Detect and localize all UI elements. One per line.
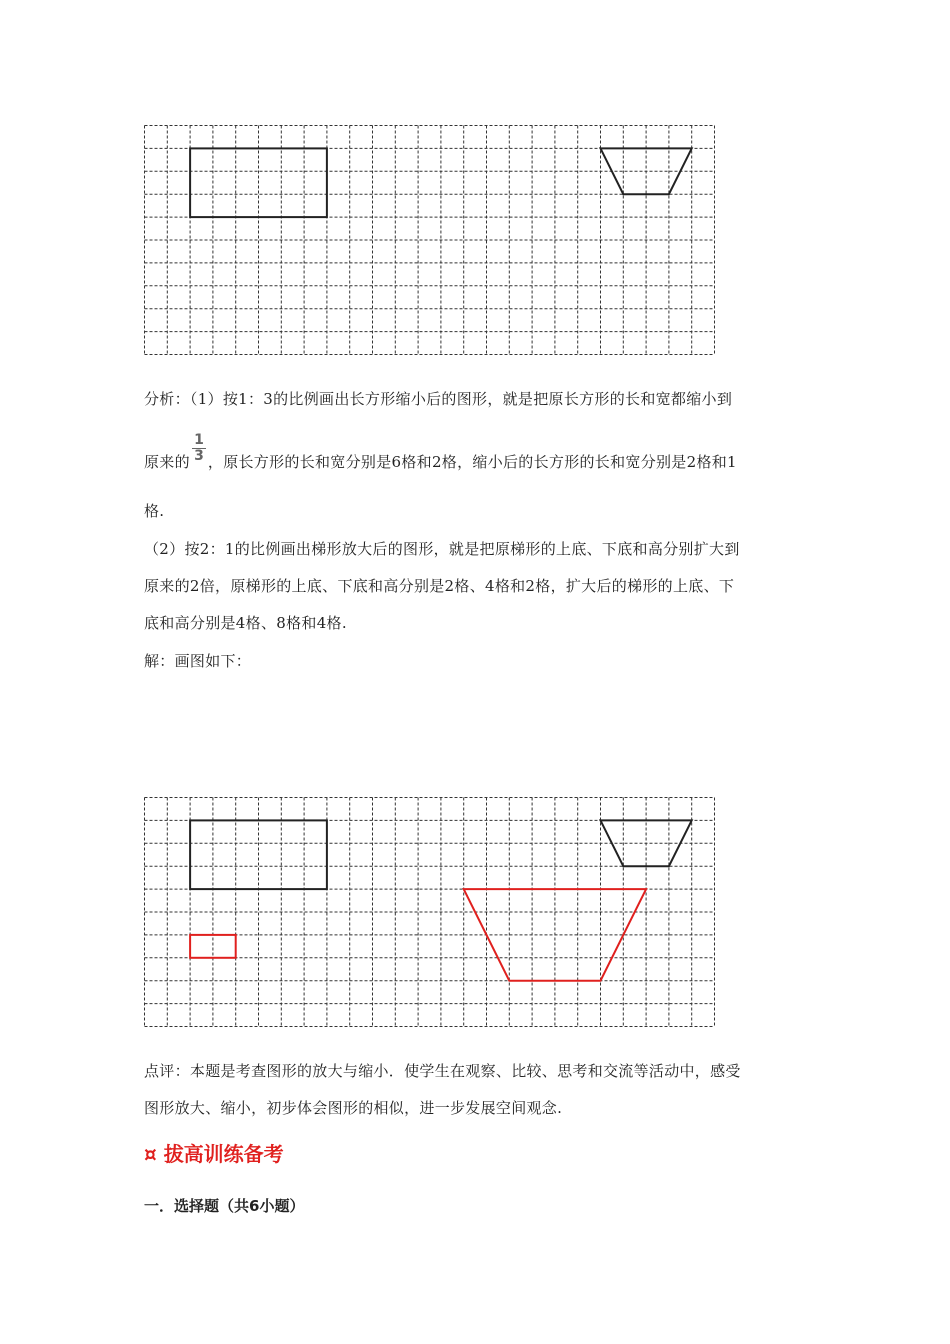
grid-figure-original	[144, 125, 715, 355]
grid-canvas-original	[144, 125, 715, 355]
fraction-denominator: 3	[194, 448, 204, 464]
grid-figure-solution	[144, 797, 715, 1027]
analysis-line-2	[144, 452, 814, 472]
comment-line-2: 图形放大、缩小，初步体会图形的相似，进一步发展空间观念.	[144, 1099, 563, 1117]
analysis-line-1: 分析：（1）按1：3的比例画出长方形缩小后的图形，就是把原长方形的长和宽都缩小到	[144, 390, 733, 408]
fraction-numerator: 1	[194, 432, 204, 448]
solution-line: 解：画图如下：	[144, 652, 252, 670]
section-title: ¤ 拔高训练备考	[144, 1142, 284, 1166]
grid-canvas-solution	[144, 797, 715, 1027]
analysis-line-3: 格.	[144, 502, 165, 520]
analysis-line-2-rest: ，原长方形的长和宽分别是6格和2格，缩小后的长方形的长和宽分别是2格和1	[207, 453, 737, 471]
comment-line-1: 点评：本题是考查图形的放大与缩小．使学生在观察、比较、思考和交流等活动中，感受	[144, 1062, 741, 1080]
analysis-line-5: 原来的2倍，原梯形的上底、下底和高分别是2格、4格和2格，扩大后的梯形的上底、下	[144, 577, 735, 595]
analysis-line-6: 底和高分别是4格、8格和4格.	[144, 614, 347, 632]
analysis-line-2-prefix: 原来的	[144, 453, 190, 471]
subsection-title: 一．选择题（共6小题）	[144, 1197, 305, 1215]
analysis-line-4: （2）按2：1的比例画出梯形放大后的图形，就是把原梯形的上底、下底和高分别扩大到	[144, 540, 740, 558]
fraction-one-third	[192, 434, 206, 463]
